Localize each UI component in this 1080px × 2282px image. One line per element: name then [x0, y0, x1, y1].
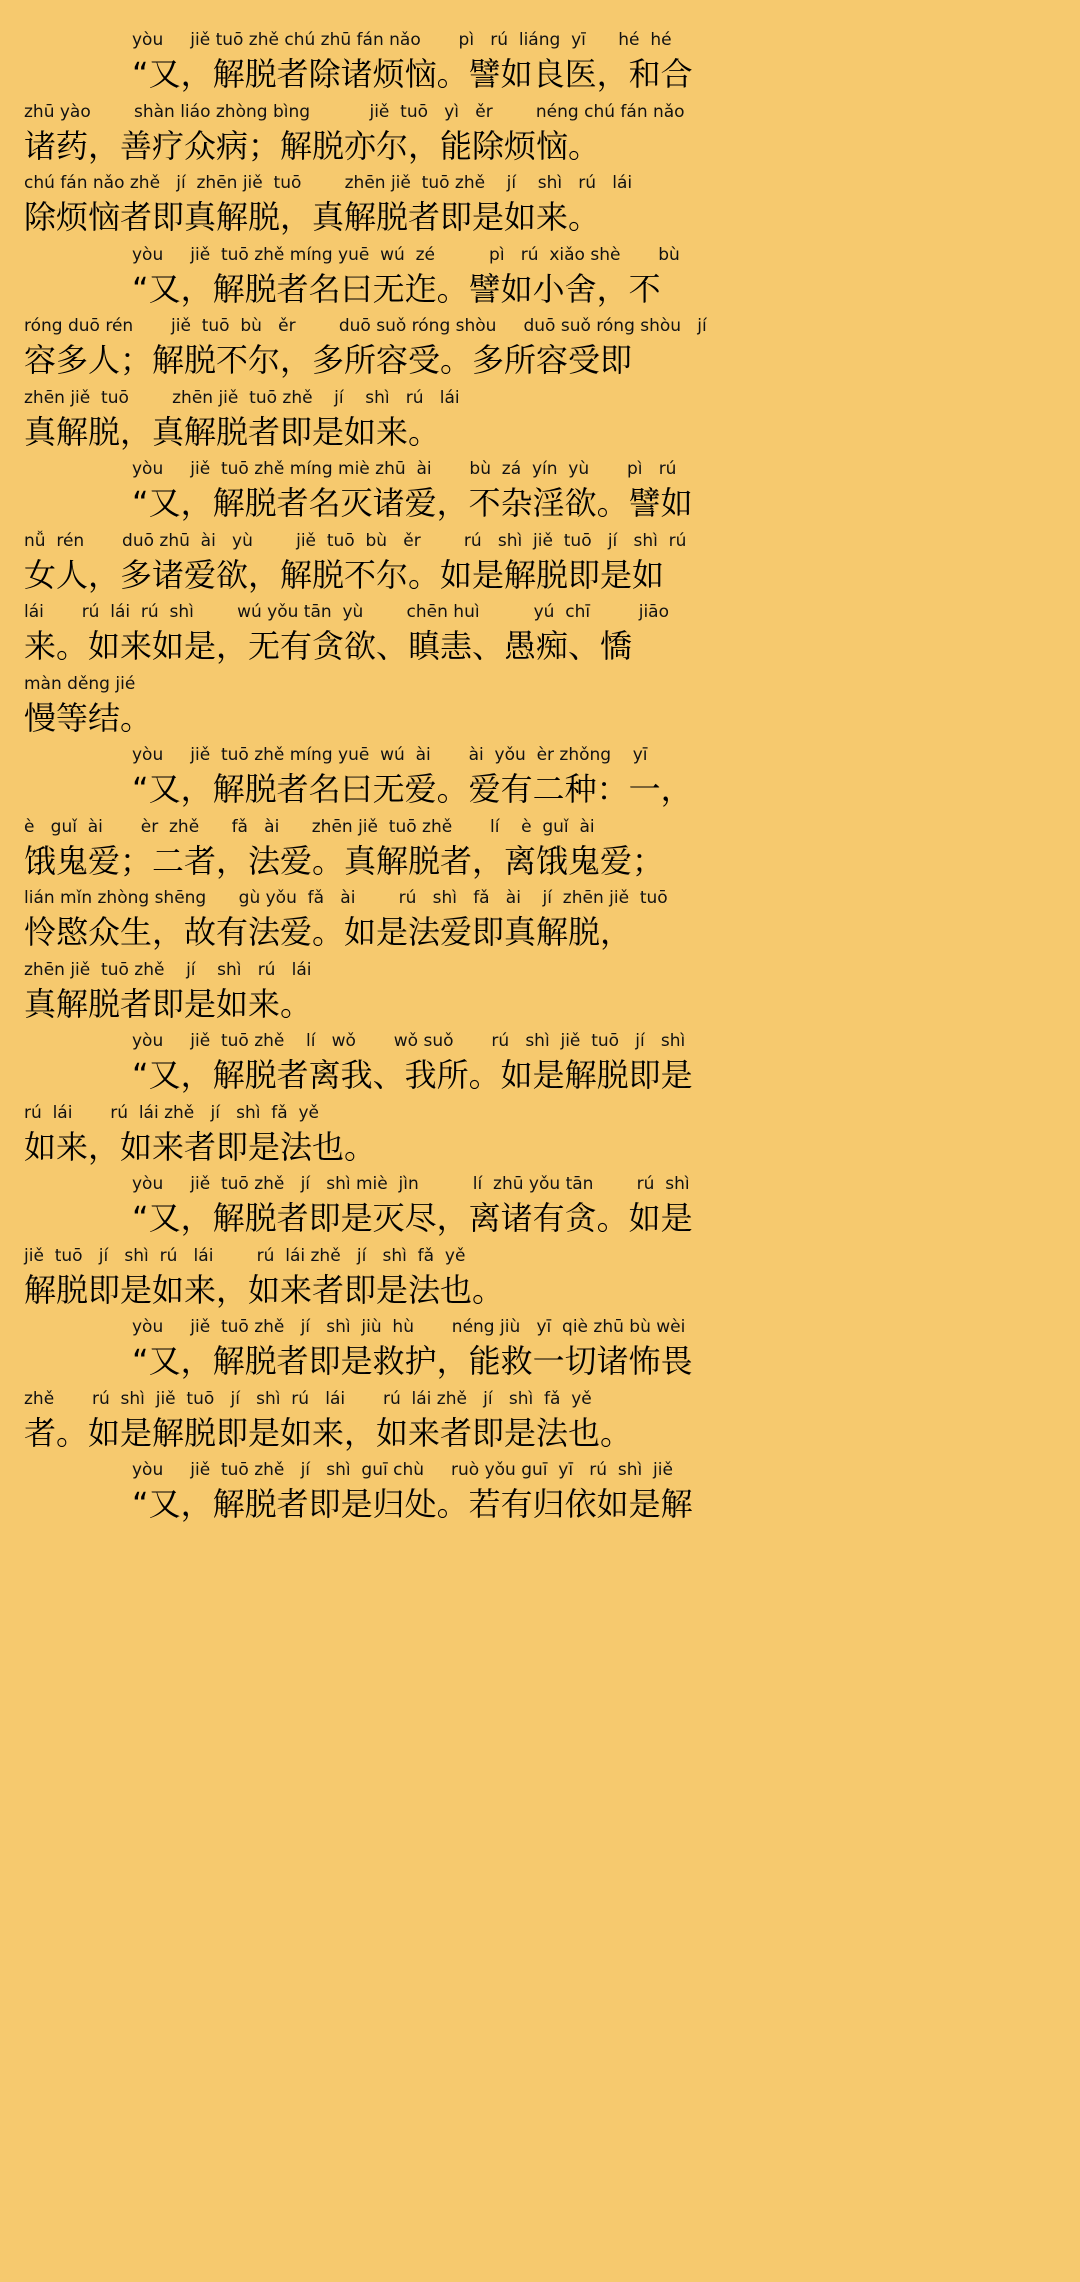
- pinyin-annotation: yòu jiě tuō zhě míng yuē wú zé pì rú xiǎo shè bù: [132, 244, 680, 265]
- text-line: [0, 600, 742, 672]
- text-line: [0, 1101, 742, 1173]
- chinese-text: “又，解脱者即是灭尽，离诸有贪。如是: [132, 1199, 693, 1237]
- text-line: [0, 171, 742, 243]
- chinese-text: 除烦恼者即真解脱，真解脱者即是如来。: [24, 198, 601, 236]
- text-line: [0, 1387, 742, 1459]
- text-line: [0, 243, 742, 315]
- pinyin-annotation: róng duō rén jiě tuō bù ěr duō suǒ róng shòu duō suǒ róng shòu jí: [24, 316, 707, 336]
- chinese-text: “又，解脱者名灭诸爱，不杂淫欲。譬如: [132, 484, 693, 522]
- text-line: [0, 1172, 742, 1244]
- chinese-text: 如来，如来者即是法也。: [24, 1127, 377, 1166]
- chinese-text: 女人，多诸爱欲，解脱不尔。如是解脱即是如: [24, 555, 665, 594]
- chinese-text: 慢等结。: [24, 698, 153, 737]
- chinese-text: “又，解脱者即是归处。若有归依如是解: [132, 1485, 693, 1523]
- chinese-text: “又，解脱者名曰无迮。譬如小舍，不: [132, 269, 661, 308]
- pinyin-annotation: yòu jiě tuō zhě míng yuē wú ài ài yǒu èr zhǒng yī: [132, 745, 648, 765]
- chinese-text: 解脱即是如来，如来者即是法也。: [24, 1270, 505, 1309]
- text-line: [0, 743, 742, 815]
- text-line: [0, 386, 742, 458]
- chinese-text: 怜愍众生，故有法爱。如是法爱即真解脱，: [24, 913, 633, 951]
- pinyin-annotation: yòu jiě tuō zhě lí wǒ wǒ suǒ rú shì jiě tuō jí shì: [132, 1031, 686, 1051]
- pinyin-annotation: jiě tuō jí shì rú lái rú lái zhě jí shì fǎ yě: [24, 1245, 466, 1266]
- text-line: [0, 886, 742, 958]
- pinyin-annotation: zhēn jiě tuō zhēn jiě tuō zhě jí shì rú lái: [24, 387, 460, 408]
- chinese-text: 容多人；解脱不尔，多所容受。多所容受即: [24, 341, 633, 379]
- text-line: [0, 958, 742, 1030]
- text-line: [0, 314, 742, 386]
- pinyin-annotation: lián mǐn zhòng shēng gù yǒu fǎ ài rú shì fǎ ài jí zhēn jiě tuō: [24, 888, 668, 908]
- chinese-text: “又，解脱者离我、我所。如是解脱即是: [132, 1056, 693, 1094]
- text-line: [0, 1315, 742, 1387]
- pinyin-annotation: yòu jiě tuō zhě chú zhū fán nǎo pì rú liáng yī hé hé: [132, 30, 672, 50]
- text-line: [0, 529, 742, 601]
- text-line: [0, 1458, 742, 1530]
- text-line: [0, 457, 742, 529]
- chinese-text: 来。如来如是，无有贪欲、瞋恚、愚痴、憍: [24, 627, 633, 665]
- chinese-text: 诸药，善疗众病；解脱亦尔，能除烦恼。: [24, 126, 601, 165]
- chinese-text: 饿鬼爱；二者，法爱。真解脱者，离饿鬼爱；: [24, 841, 665, 880]
- chinese-text: “又，解脱者即是救护，能救一切诸怖畏: [132, 1342, 693, 1380]
- pinyin-annotation: chú fán nǎo zhě jí zhēn jiě tuō zhēn jiě tuō zhě jí shì rú lái: [24, 173, 633, 193]
- pinyin-annotation: màn děng jié: [24, 673, 136, 694]
- text-line: [0, 672, 742, 744]
- pinyin-annotation: lái rú lái rú shì wú yǒu tān yù chēn huì yú chī jiāo: [24, 602, 669, 622]
- text-line: [0, 1029, 742, 1101]
- text-line: [0, 100, 742, 172]
- scripture-page: [0, 0, 742, 1568]
- pinyin-annotation: è guǐ ài èr zhě fǎ ài zhēn jiě tuō zhě lí è guǐ ài: [24, 816, 595, 837]
- text-line: [0, 815, 742, 887]
- chinese-text: 真解脱者即是如来。: [24, 984, 313, 1023]
- text-line: [0, 28, 742, 100]
- pinyin-annotation: zhēn jiě tuō zhě jí shì rú lái: [24, 959, 312, 980]
- chinese-text: “又，解脱者名曰无爱。爱有二种：一，: [132, 770, 693, 808]
- chinese-text: “又，解脱者除诸烦恼。譬如良医，和合: [132, 55, 693, 93]
- pinyin-annotation: yòu jiě tuō zhě jí shì miè jìn lí zhū yǒu tān rú shì: [132, 1174, 690, 1194]
- pinyin-annotation: zhū yào shàn liáo zhòng bìng jiě tuō yì ěr néng chú fán nǎo: [24, 101, 685, 122]
- pinyin-annotation: rú lái rú lái zhě jí shì fǎ yě: [24, 1102, 320, 1123]
- pinyin-annotation: yòu jiě tuō zhě jí shì jiù hù néng jiù yī qiè zhū bù wèi: [132, 1317, 686, 1337]
- pinyin-annotation: zhě rú shì jiě tuō jí shì rú lái rú lái zhě jí shì fǎ yě: [24, 1388, 592, 1409]
- chinese-text: 真解脱，真解脱者即是如来。: [24, 412, 441, 451]
- pinyin-annotation: yòu jiě tuō zhě míng miè zhū ài bù zá yín yù pì rú: [132, 459, 677, 479]
- pinyin-annotation: nǚ rén duō zhū ài yù jiě tuō bù ěr rú shì jiě tuō jí shì rú: [24, 530, 687, 551]
- chinese-text: 者。如是解脱即是如来，如来者即是法也。: [24, 1413, 633, 1452]
- text-line: [0, 1244, 742, 1316]
- pinyin-annotation: yòu jiě tuō zhě jí shì guī chù ruò yǒu guī yī rú shì jiě: [132, 1460, 673, 1480]
